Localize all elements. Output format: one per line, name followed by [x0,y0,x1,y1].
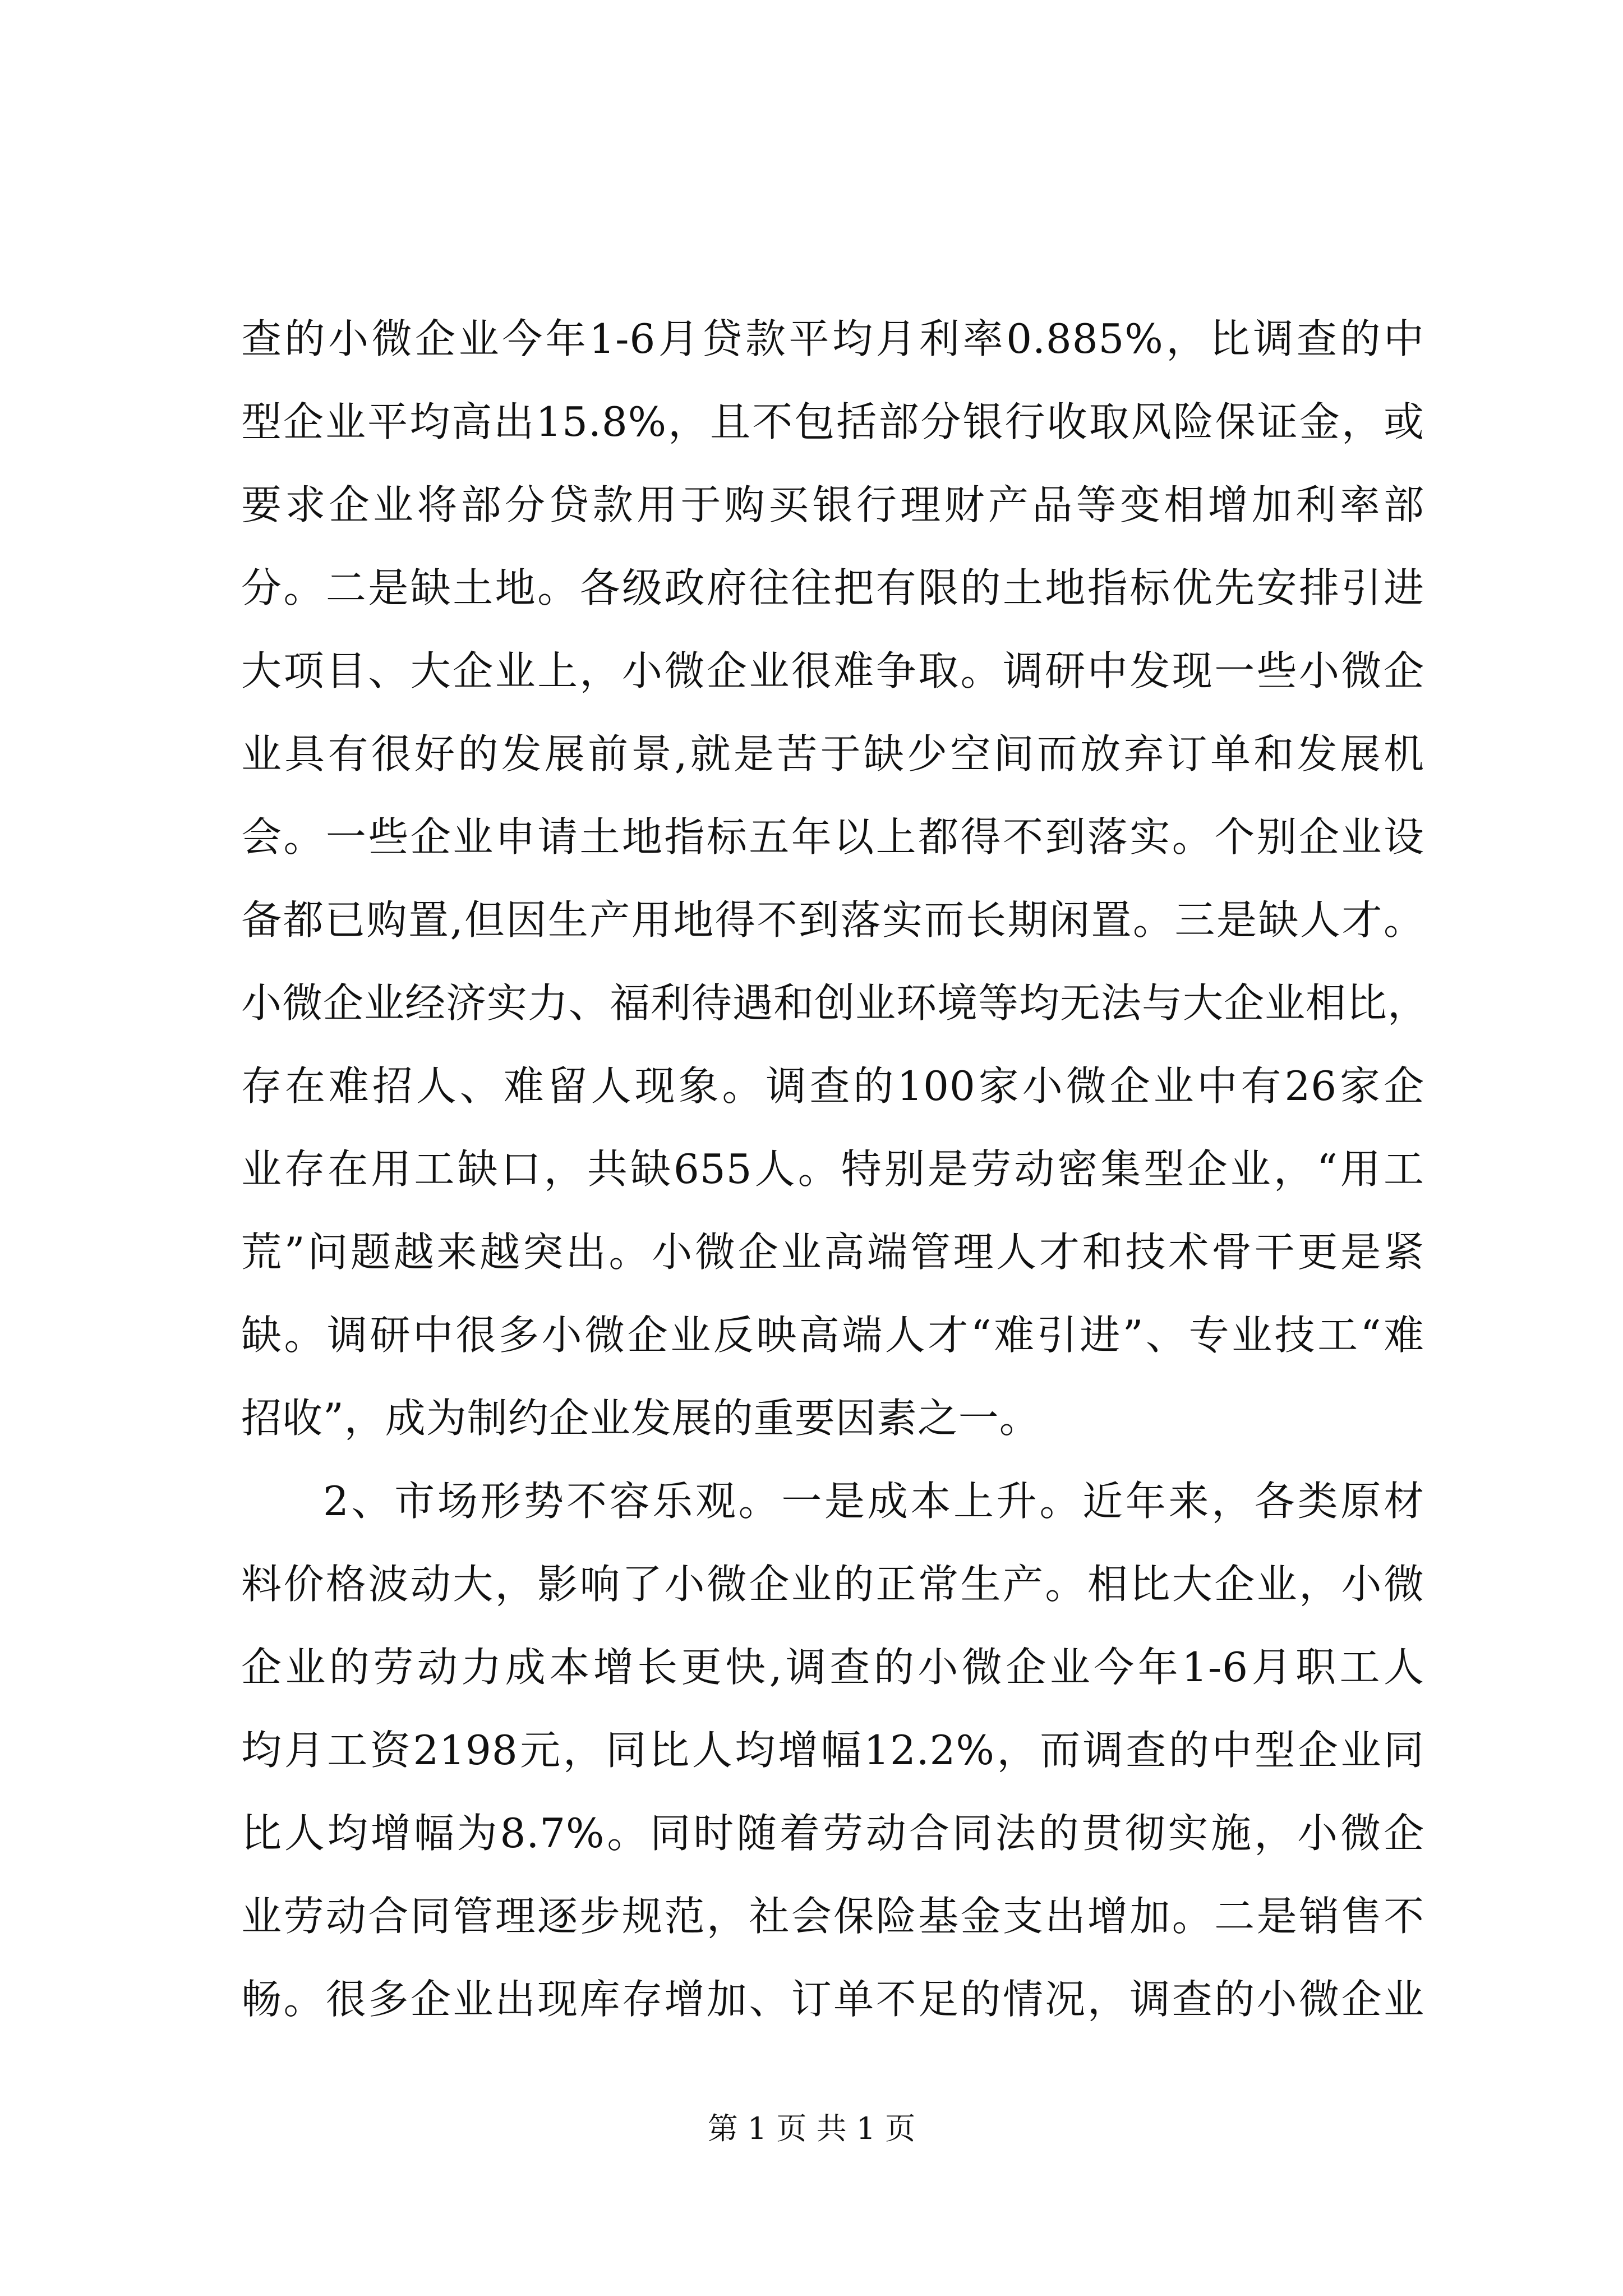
paragraph-line: 料价格波动大，影响了小微企业的正常生产。相比大企业，小微 [241,1561,1424,1608]
paragraph-line: 小微企业经济实力、福利待遇和创业环境等均无法与大企业相比， [241,979,1429,1027]
page-number-label: 第 1 页 共 1 页 [707,2111,916,2146]
paragraph-line: 2、市场形势不容乐观。一是成本上升。近年来，各类原材 [323,1478,1424,1525]
paragraph-line: 业劳动合同管理逐步规范，社会保险基金支出增加。二是销售不 [241,1893,1424,1940]
paragraph-line: 备都已购置,但因生产用地得不到落实而长期闲置。三是缺人才。 [241,896,1424,944]
document-body [241,297,1429,2041]
paragraph-line: 业具有很好的发展前景,就是苦于缺少空间而放弃订单和发展机 [241,730,1424,777]
paragraph-line: 大项目、大企业上，小微企业很难争取。调研中发现一些小微企 [241,647,1424,694]
paragraph-line: 缺。调研中很多小微企业反映高端人才“难引进”、专业技工“难 [241,1312,1424,1359]
paragraph-line: 业存在用工缺口，共缺655人。特别是劳动密集型企业，“用工 [241,1145,1424,1193]
paragraph-line: 查的小微企业今年1-6月贷款平均月利率0.885%，比调查的中 [241,315,1424,362]
paragraph-line: 存在难招人、难留人现象。调查的100家小微企业中有26家企 [241,1062,1424,1110]
paragraph-line: 企业的劳动力成本增长更快,调查的小微企业今年1-6月职工人 [241,1644,1424,1691]
page-footer [0,2109,1623,2148]
paragraph-line: 畅。很多企业出现库存增加、订单不足的情况，调查的小微企业 [241,1976,1424,2023]
paragraph-line: 招收”，成为制约企业发展的重要因素之一。 [241,1395,1040,1442]
paragraph-line: 分。二是缺土地。各级政府往往把有限的土地指标优先安排引进 [241,564,1424,611]
paragraph-line: 型企业平均高出15.8%，且不包括部分银行收取风险保证金，或 [241,398,1424,445]
paragraph-line: 比人均增幅为8.7%。同时随着劳动合同法的贯彻实施，小微企 [241,1810,1424,1857]
paragraph-line: 荒”问题越来越突出。小微企业高端管理人才和技术骨干更是紧 [241,1228,1424,1276]
paragraph-line: 会。一些企业申请土地指标五年以上都得不到落实。个别企业设 [241,813,1424,861]
paragraph-line: 要求企业将部分贷款用于购买银行理财产品等变相增加利率部 [241,481,1424,528]
paragraph-line: 均月工资2198元，同比人均增幅12.2%，而调查的中型企业同 [241,1727,1424,1774]
